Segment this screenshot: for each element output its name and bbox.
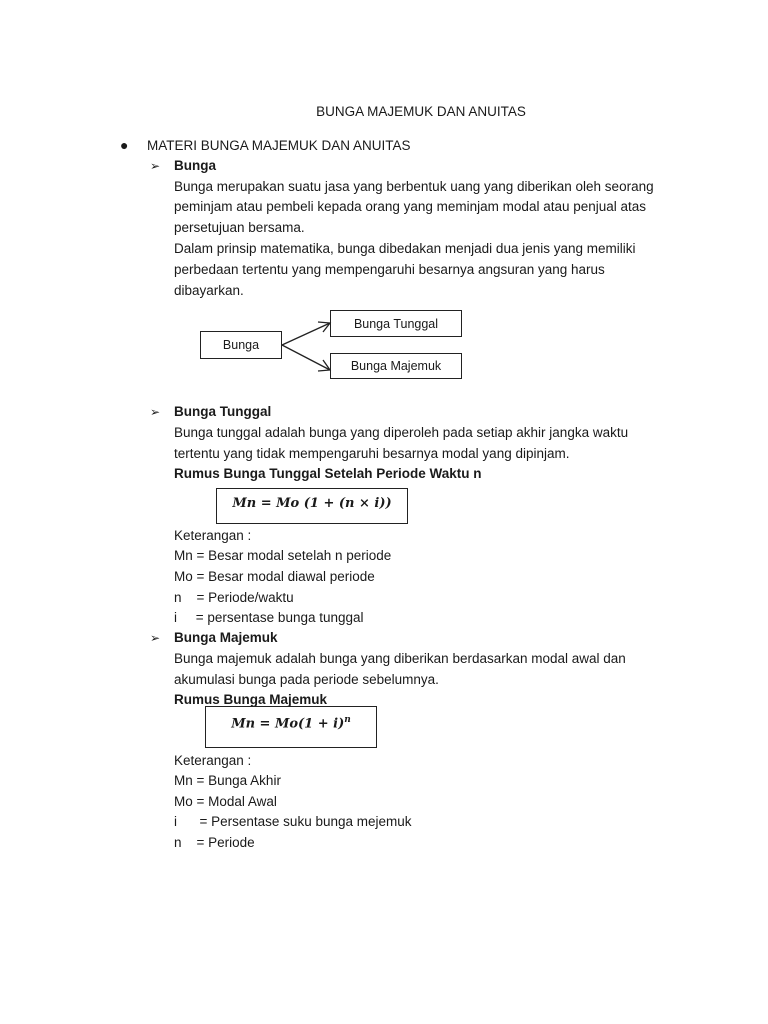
arrow-line-down [282,345,330,370]
paragraph-line: Bunga majemuk adalah bunga yang diberikan berdasarkan modal awal dan [174,651,626,666]
page-title: BUNGA MAJEMUK DAN ANUITAS [316,104,526,119]
diagram-arrows [280,318,336,378]
paragraph-line: perbedaan tertentu yang mempengaruhi besarnya angsuran yang harus [174,262,605,277]
section-bunga-heading: Bunga [174,158,216,173]
diagram-root-box [200,331,282,359]
legend-item: Mn = Besar modal setelah n periode [174,548,392,563]
keterangan-label: Keterangan : [174,753,252,768]
paragraph-line: dibayarkan. [174,283,244,298]
paragraph-line: Dalam prinsip matematika, bunga dibedakan menjadi dua jenis yang memiliki [174,241,636,256]
legend-item: Mn = Bunga Akhir [174,773,281,788]
legend-item: n = Periode/waktu [174,590,294,605]
formula-box-tunggal [216,488,408,524]
diagram-branch-label: Bunga Tunggal [353,316,439,331]
paragraph-line: tertentu yang tidak mempengaruhi besarnya modal yang dipinjam. [174,446,570,461]
arrow-bullet-icon: ➢ [150,159,161,173]
paragraph-line: akumulasi bunga pada periode sebelumnya. [174,672,439,687]
diagram-root-label: Bunga [222,338,260,352]
paragraph-line: peminjam atau pembeli kepada orang yang meminjam modal atau penjual atas [174,199,647,214]
legend-item: Mo = Modal Awal [174,794,277,809]
formula-text: Mn = Mo(1 + i) [231,716,345,732]
arrow-line-up [282,323,330,345]
formula-title: Rumus Bunga Tunggal Setelah Periode Waktu n [174,466,482,481]
paragraph-line: persetujuan bersama. [174,220,305,235]
legend-item: i = Persentase suku bunga mejemuk [174,814,412,829]
diagram-branch-majemuk-box [330,353,462,379]
keterangan-label: Keterangan : [174,528,252,543]
formula-box-majemuk [205,706,377,748]
arrow-bullet-icon: ➢ [150,405,161,419]
section-tunggal-heading: Bunga Tunggal [174,404,272,419]
paragraph-line: Bunga merupakan suatu jasa yang berbentuk uang yang diberikan oleh seorang [174,179,654,194]
bullet-icon: ● [120,137,129,153]
arrow-bullet-icon: ➢ [150,631,161,645]
diagram-branch-label: Bunga Majemuk [350,359,442,373]
main-heading: MATERI BUNGA MAJEMUK DAN ANUITAS [147,138,411,153]
legend-item: i = persentase bunga tunggal [174,610,364,625]
paragraph-line: Bunga tunggal adalah bunga yang diperoleh pada setiap akhir jangka waktu [174,425,629,440]
formula-text: Mn = Mo (1 + (n × i)) [232,496,392,511]
formula-exponent: n [344,715,351,725]
legend-item: Mo = Besar modal diawal periode [174,569,375,584]
legend-item: n = Periode [174,835,255,850]
diagram-branch-tunggal-box [330,310,462,337]
formula-title: Rumus Bunga Majemuk [174,692,328,707]
section-majemuk-heading: Bunga Majemuk [174,630,278,645]
